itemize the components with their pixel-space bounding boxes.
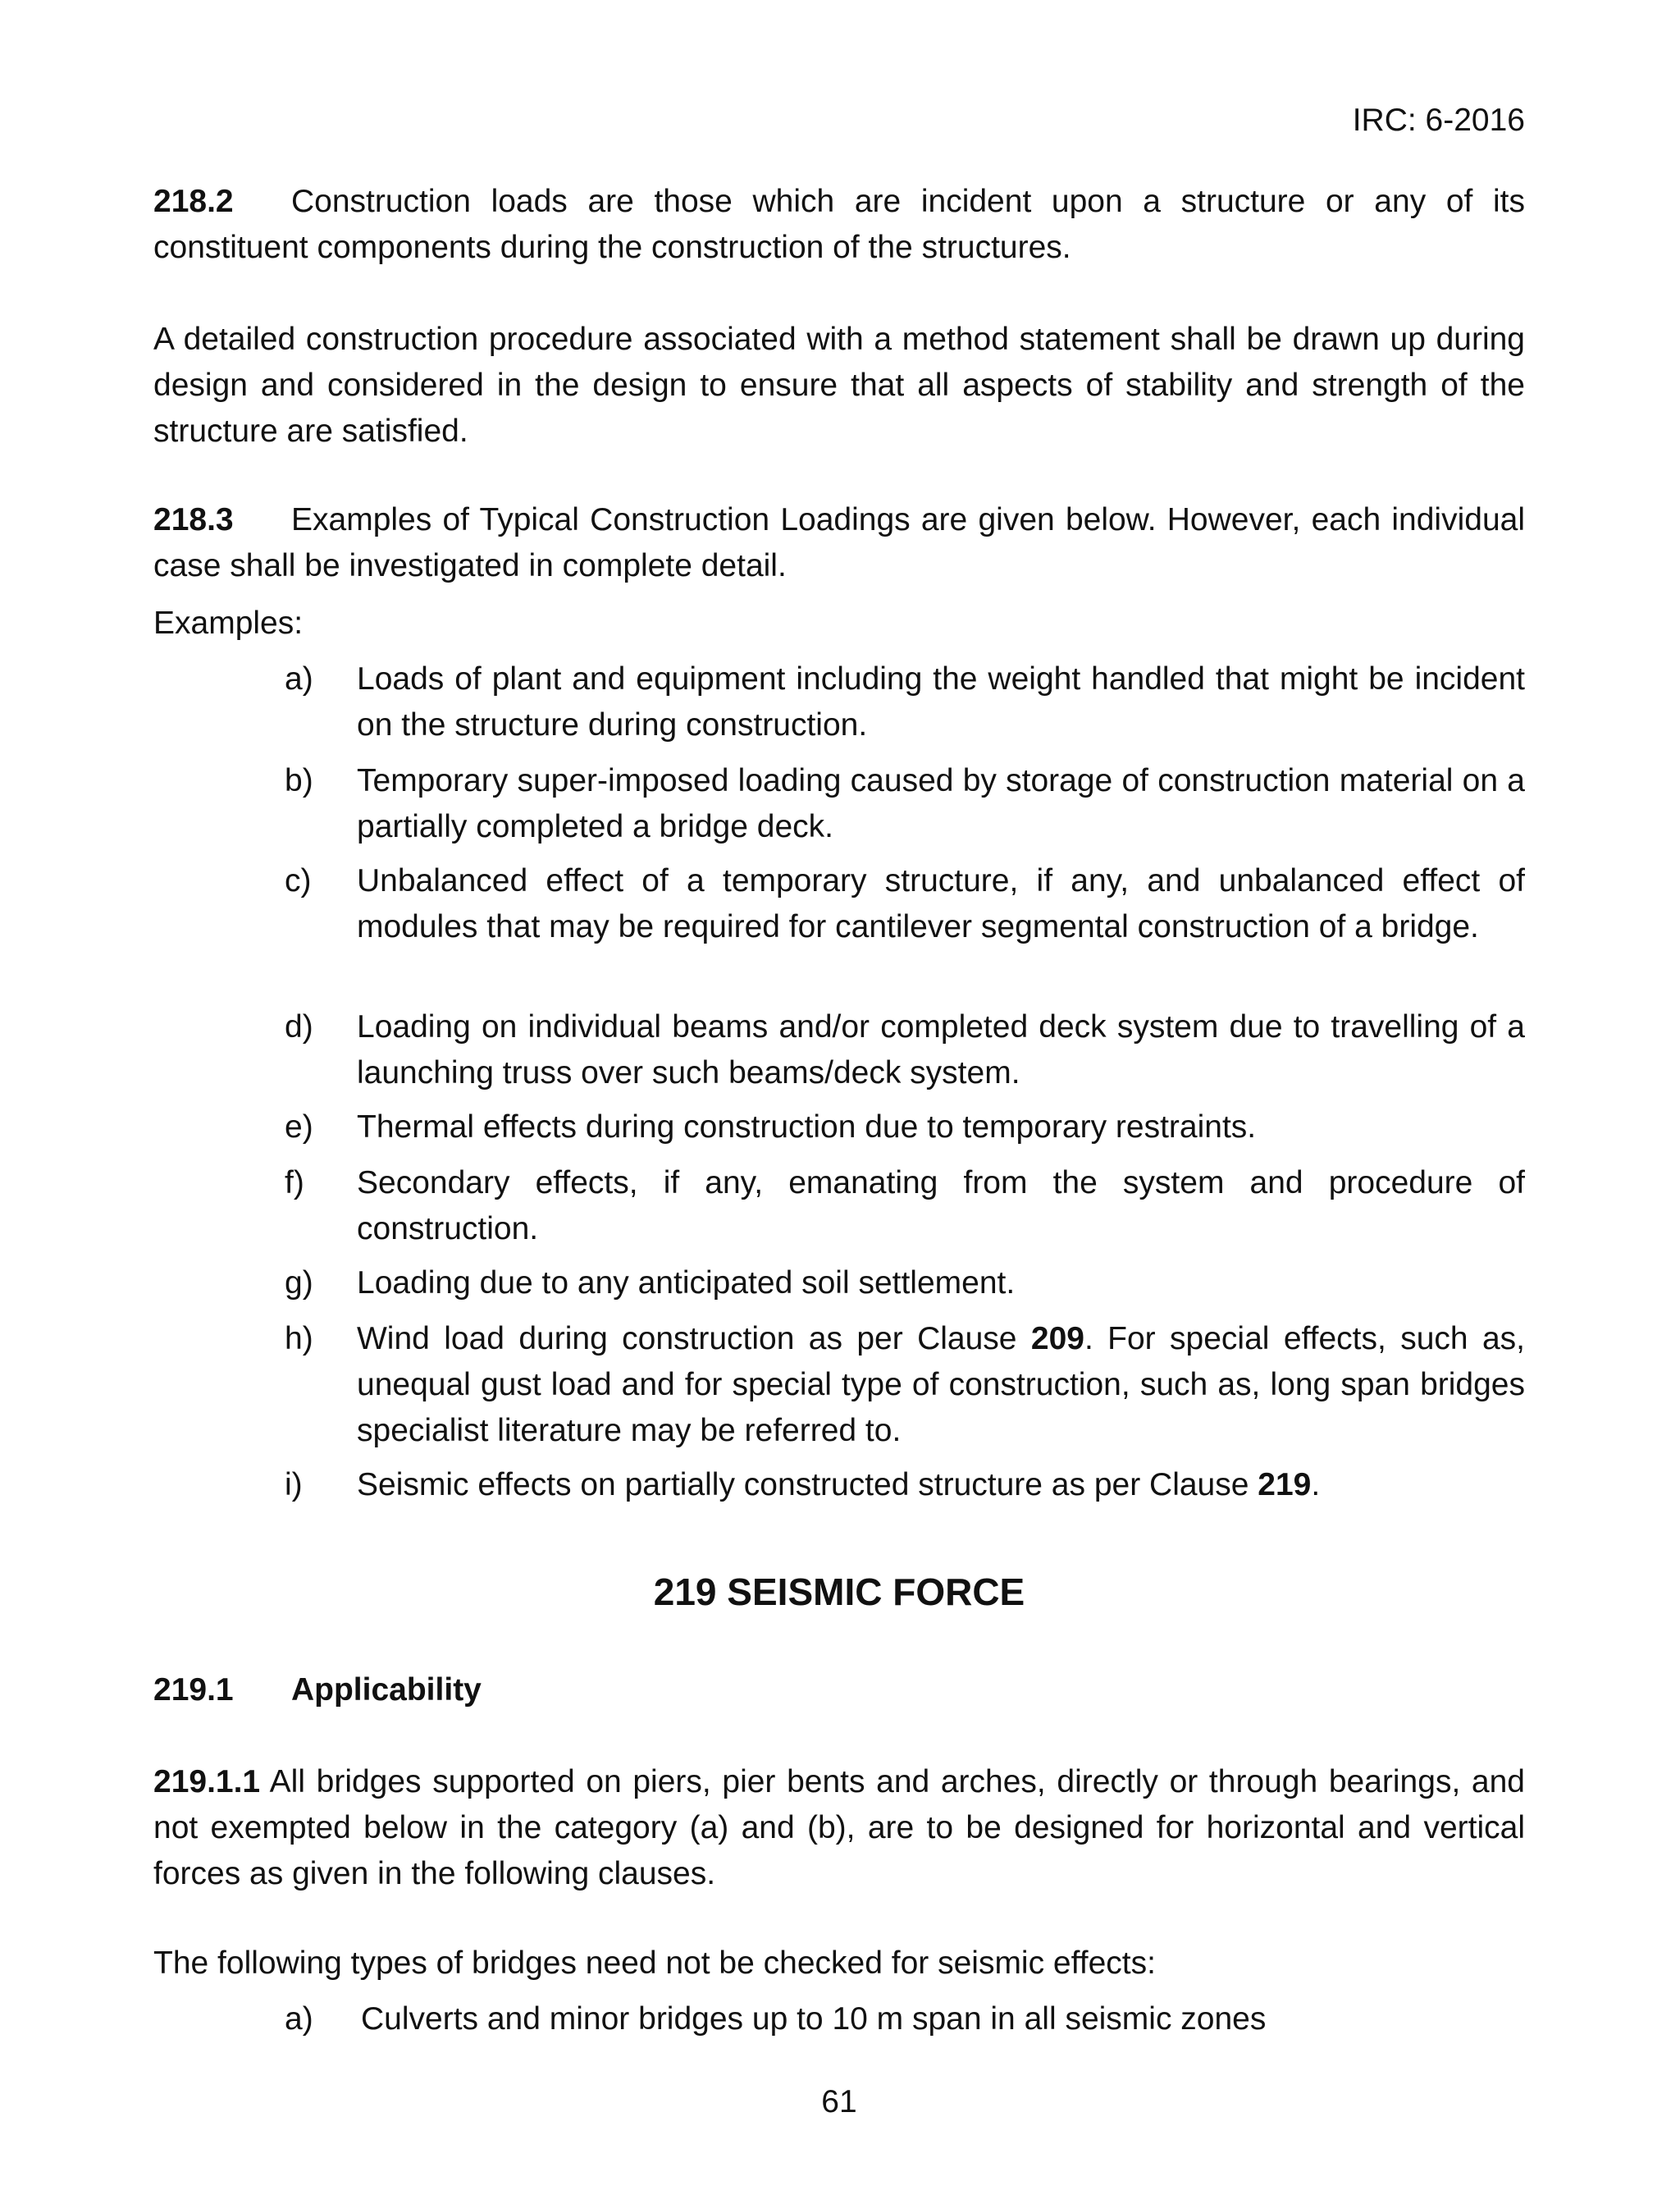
paragraph-detailed-procedure: A detailed construction procedure associated with a method statement shall be drawn up during design and considered in the design to ensure that all aspects of stability and strength of the structure are satisfied. [153, 322, 1525, 449]
text-after-ref: . For special effects, such as, unequal gust load and for special type of construction, such as, long span bridges specialist literature may be referred to. [357, 1321, 1525, 1448]
clause-text: Construction loads are those which are incident upon a structure or any of its constituent components during the construction of the structures. [153, 184, 1525, 265]
list-item-c [285, 858, 1525, 950]
list-text: Loading on individual beams and/or completed deck system due to travelling of a launching truss over such beams/deck system. [357, 1009, 1525, 1090]
document-code-header: IRC: 6-2016 [1352, 103, 1525, 138]
text-before-ref: Seismic effects on partially constructed structure as per Clause [357, 1467, 1258, 1502]
clause-number: 218.3 [153, 502, 234, 537]
subsection-heading-219-1 [153, 1667, 482, 1713]
list-text: Culverts and minor bridges up to 10 m span in all seismic zones [361, 2001, 1267, 2037]
list-marker: a) [285, 2001, 313, 2037]
list-text: Secondary effects, if any, emanating from the system and procedure of construction. [357, 1165, 1525, 1246]
subsection-number: 219.1 [153, 1672, 234, 1708]
exempt-item-a [285, 1996, 1525, 2042]
list-marker: g) [285, 1265, 313, 1301]
list-item-f [285, 1160, 1525, 1252]
list-text: Loading due to any anticipated soil settlement. [357, 1265, 1016, 1301]
clause-number: 219.1.1 [153, 1764, 261, 1799]
list-marker: d) [285, 1009, 313, 1045]
document-page [153, 0, 1525, 2190]
list-text: Unbalanced effect of a temporary structure, if any, and unbalanced effect of modules that may be required for cantilever segmental construction of a bridge. [357, 863, 1525, 944]
examples-label: Examples: [153, 606, 304, 641]
list-item-h [285, 1316, 1525, 1454]
list-item-i [285, 1462, 1525, 1508]
list-marker: c) [285, 863, 312, 898]
list-marker: b) [285, 763, 313, 798]
list-item-a [285, 656, 1525, 748]
clause-text: Examples of Typical Construction Loadings are given below. However, each individual case shall be investigated in complete detail. [153, 502, 1525, 583]
list-text [357, 1316, 1525, 1454]
section-title: 219 SEISMIC FORCE [653, 1570, 1025, 1613]
list-text: Loads of plant and equipment including the weight handled that might be incident on the structure during construction. [357, 661, 1525, 743]
page-number: 61 [821, 2084, 857, 2119]
list-marker: f) [285, 1165, 304, 1200]
clause-218-3 [153, 497, 1525, 589]
list-marker: e) [285, 1109, 313, 1145]
text-before-ref: Wind load during construction as per Clause [357, 1321, 1031, 1356]
clause-text: All bridges supported on piers, pier bents and arches, directly or through bearings, and not exempted below in the category (a) and (b), are to be designed for horizontal and vertical forces as given in the following clauses. [153, 1764, 1526, 1891]
text-after-ref: . [1311, 1467, 1321, 1502]
list-text: Thermal effects during construction due to temporary restraints. [357, 1109, 1257, 1145]
list-marker: h) [285, 1321, 313, 1356]
clause-reference: 219 [1258, 1467, 1312, 1502]
list-item-b [285, 758, 1525, 850]
clause-219-1-1 [153, 1759, 1525, 1897]
list-item-e [285, 1104, 1525, 1150]
clause-218-2 [153, 179, 1525, 271]
list-item-d [285, 1004, 1525, 1096]
list-marker: i) [285, 1467, 303, 1502]
subsection-title: Applicability [291, 1672, 482, 1708]
list-marker: a) [285, 661, 313, 697]
list-text: Temporary super-imposed loading caused by storage of construction material on a partially completed a bridge deck. [357, 763, 1525, 844]
list-item-g [285, 1260, 1525, 1306]
list-text [357, 1462, 1525, 1508]
paragraph-exemptions-intro: The following types of bridges need not be checked for seismic effects: [153, 1945, 1156, 1981]
clause-reference: 209 [1030, 1321, 1084, 1356]
clause-number: 218.2 [153, 184, 234, 219]
